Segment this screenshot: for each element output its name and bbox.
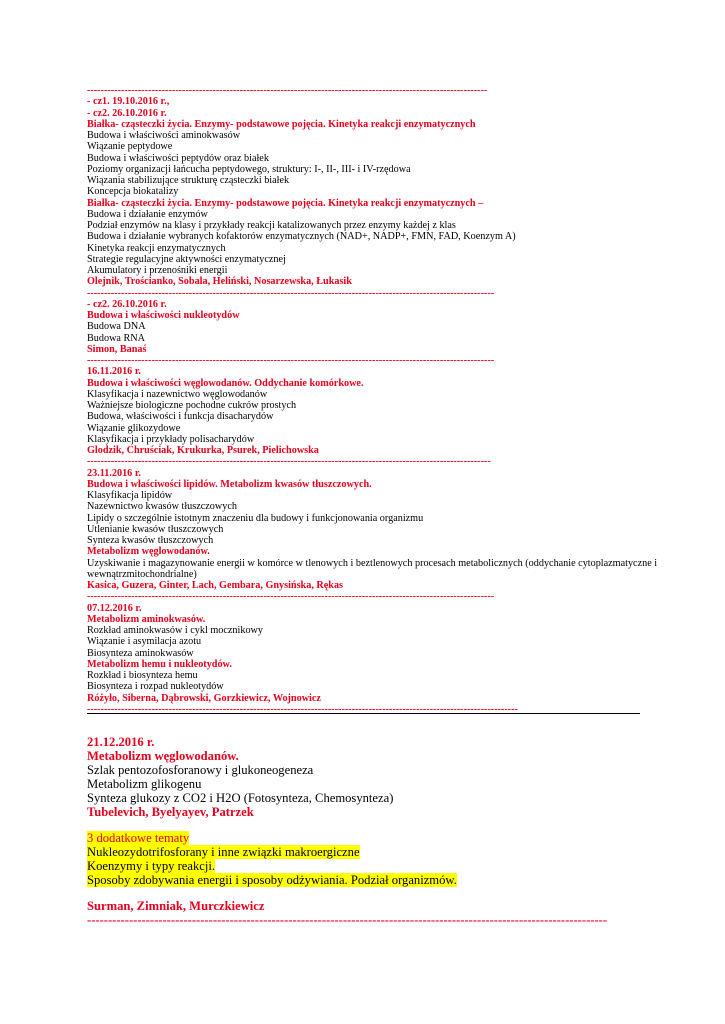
- separator: ----------------------------------------------------------------------------------------------------------------------: [87, 85, 488, 96]
- date-line: 16.11.2016 r.: [87, 366, 141, 378]
- separator: ------------------------------------------------------------------------------------------------------------------------: [87, 287, 495, 299]
- topic-item: Metabolizm glikogenu: [87, 777, 202, 791]
- topic-item: Kinetyka reakcji enzymatycznych: [87, 242, 226, 254]
- date-line: 21.12.2016 r.: [87, 735, 155, 749]
- topic-item: Wiązania stabilizujące strukturę cząsteczki białek: [87, 175, 290, 186]
- topic-item: Uzyskiwanie i magazynowanie energii w komórce w tlenowych i beztlenowych procesach metabolicznych (oddychanie cytoplazmatyczne i wewnątrzmitochondrialne): [87, 557, 658, 580]
- separator: ------------------------------------------------------------------------------------------------------------------------: [87, 591, 495, 603]
- topic-item: Budowa i działanie wybranych kofaktorów enzymatycznych (NAD+, NADP+, FMN, FAD, Koenzym A): [87, 231, 516, 243]
- date-line: - cz1. 19.10.2016 r.,: [87, 96, 170, 108]
- topic-item: Koncepcja biokatalizy: [87, 186, 179, 198]
- topic-heading: Metabolizm węglowodanów.: [87, 749, 239, 763]
- topic-heading: Budowa i właściwości nukleotydów: [87, 310, 240, 321]
- student-names: Simon, Banaś: [87, 343, 147, 355]
- topic-item: Lipidy o szczególnie istotnym znaczeniu dla budowy i funkcjonowania organizmu: [87, 512, 424, 524]
- topic-item: Nukleozydotrifosforany i inne związki makroergiczne: [87, 845, 360, 859]
- topic-item: Wiązanie glikozydowe: [87, 422, 181, 434]
- separator: ------------------------------------------------------------------------------------------------------------------------: [87, 355, 495, 366]
- topic-item: Akumulatory i przenośniki energii: [87, 265, 228, 276]
- topic-heading: Budowa i właściwości węglowodanów. Oddychanie komórkowe.: [87, 377, 364, 389]
- topic-item: Budowa i działanie enzymów: [87, 208, 208, 220]
- separator: -------------------------------------------------------------------------------------------------------------------------------: [87, 703, 518, 715]
- topic-item: Klasyfikacja i przykłady polisacharydów: [87, 433, 255, 445]
- topic-heading: Metabolizm hemu i nukleotydów.: [87, 658, 232, 670]
- topic-item: Budowa RNA: [87, 332, 146, 344]
- topic-item: Nazewnictwo kwasów tłuszczowych: [87, 501, 237, 513]
- topic-item: Budowa, właściwości i funkcja disacharydów: [87, 411, 274, 423]
- topic-item: Podział enzymów na klasy i przykłady reakcji katalizowanych przez enzymy każdej z klas: [87, 220, 456, 231]
- topic-heading: Budowa i właściwości lipidów. Metabolizm kwasów tłuszczowych.: [87, 478, 372, 490]
- topic-item: Ważniejsze biologiczne pochodne cukrów prostych: [87, 400, 297, 411]
- student-names: Surman, Zimniak, Murczkiewicz: [87, 899, 265, 913]
- student-names: Tubelevich, Byelyayev, Patrzek: [87, 805, 254, 819]
- topic-item: Synteza glukozy z CO2 i H2O (Fotosynteza, Chemosynteza): [87, 791, 394, 805]
- topic-heading: Metabolizm węglowodanów.: [87, 546, 210, 558]
- topic-item: Biosynteza i rozpad nukleotydów: [87, 681, 224, 693]
- topic-item: Budowa i właściwości peptydów oraz białek: [87, 152, 269, 164]
- horizontal-rule: [87, 713, 640, 714]
- topic-item: Klasyfikacja i nazewnictwo węglowodanów: [87, 388, 268, 400]
- topic-item: Sposoby zdobywania energii i sposoby odżywiania. Podział organizmów.: [87, 873, 457, 887]
- topic-item: Budowa i właściwości aminokwasów: [87, 130, 241, 141]
- topic-item: Synteza kwasów tłuszczowych: [87, 535, 214, 546]
- topic-item: Biosynteza aminokwasów: [87, 647, 194, 659]
- topic-item: Budowa DNA: [87, 321, 146, 333]
- date-line: - cz2. 26.10.2016 r.: [87, 298, 167, 310]
- topic-item: Rozkład aminokwasów i cykl mocznikowy: [87, 625, 263, 636]
- topic-heading: Białka- cząsteczki życia. Enzymy- podstawowe pojęcia. Kinetyka reakcji enzymatycznych: [87, 118, 476, 130]
- separator: ----------------------------------------------------------------------------------------------------------------------------: [87, 913, 608, 927]
- student-names: Glodzik, Chruściak, Krukurka, Psurek, Pielichowska: [87, 445, 319, 456]
- topic-item: Szlak pentozofosforanowy i glukoneogeneza: [87, 763, 314, 777]
- topic-item: Wiązanie peptydowe: [87, 141, 173, 153]
- topic-item: Strategie regulacyjne aktywności enzymatycznej: [87, 253, 286, 265]
- extra-topics-title: 3 dodatkowe tematy: [87, 831, 190, 845]
- topic-item: Koenzymy i typy reakcji.: [87, 859, 215, 873]
- topic-item: Poziomy organizacji łańcucha peptydowego, struktury: I-, II-, III- i IV-rzędowa: [87, 163, 411, 175]
- topic-heading: Metabolizm aminokwasów.: [87, 613, 206, 625]
- student-names: Olejnik, Trościanko, Sobala, Heliński, Nosarzewska, Łukasik: [87, 276, 352, 288]
- topic-item: Rozkład i biosynteza hemu: [87, 670, 198, 681]
- topic-heading: Białka- cząsteczki życia. Enzymy- podstawowe pojęcia. Kinetyka reakcji enzymatycznych –: [87, 197, 484, 209]
- student-names: Kasica, Guzera, Ginter, Lach, Gembara, Gnysińska, Rękas: [87, 580, 344, 591]
- student-names: Różyło, Siberna, Dąbrowski, Gorzkiewicz, Wojnowicz: [87, 692, 321, 704]
- date-line: - cz2. 26.10.2016 r.: [87, 107, 167, 119]
- topic-item: Klasyfikacja lipidów: [87, 490, 173, 501]
- topic-item: Wiązanie i asymilacja azotu: [87, 636, 202, 648]
- date-line: 23.11.2016 r.: [87, 467, 141, 479]
- topic-item: Utlenianie kwasów tłuszczowych: [87, 523, 224, 535]
- document-page: [87, 85, 687, 927]
- date-line: 07.12.2016 r.: [87, 602, 142, 614]
- separator: -----------------------------------------------------------------------------------------------------------------------: [87, 456, 491, 468]
